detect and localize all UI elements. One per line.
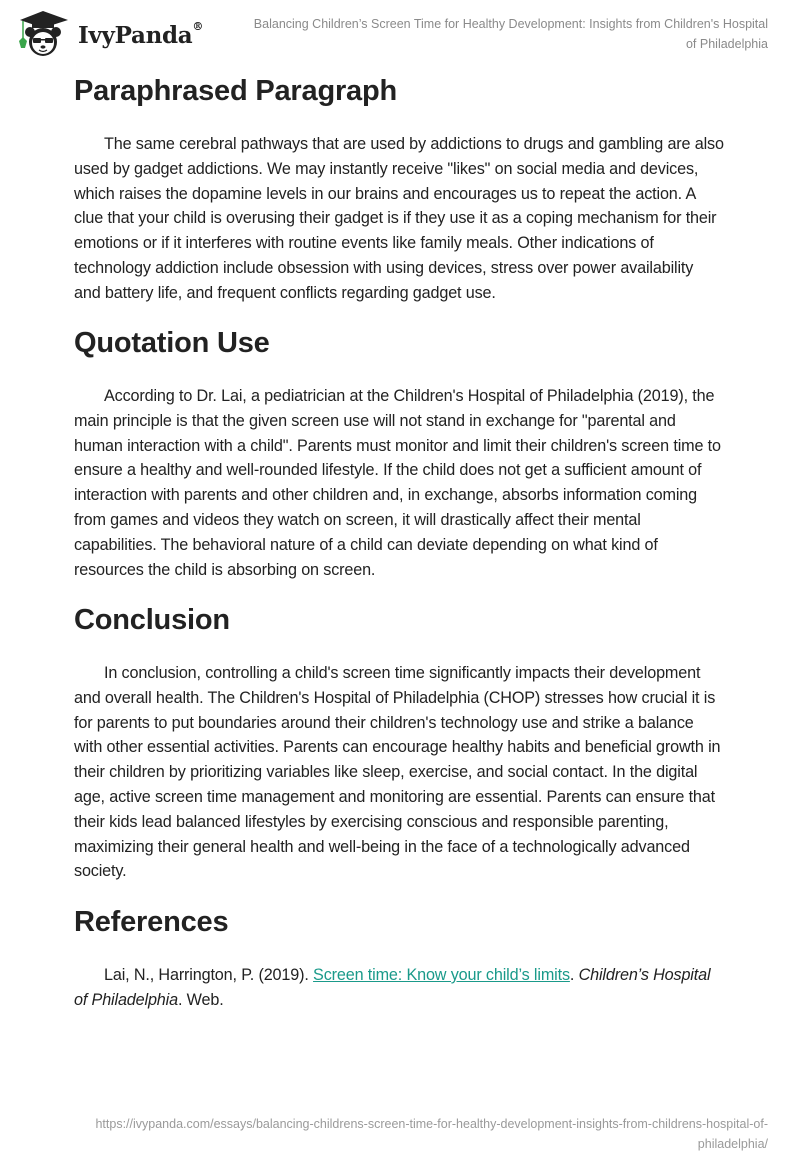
reference-source: Children’s Hospital of Philadelphia — [74, 966, 711, 1009]
reference-authors: Lai, N., Harrington, P. (2019). — [104, 966, 314, 984]
logo-wordmark: IvyPanda® — [78, 19, 204, 49]
section-paragraph-quotation: According to Dr. Lai, a pediatrician at the Children's Hospital of Philadelphia (2019), the main principle is that the given screen use will not stand in exchange for "parental and human interaction with a child". Parents must monitor and limit their children's screen time to ensure a healthy and well-rounded lifestyle. If the child does not get a sufficient amount of interaction with parents and other children and, in exchange, absorbs information coming from games and videos they watch on screen, it will drastically affect their mental capabilities. The behavioral nature of a child can deviate depending on what kind of resources the child is absorbing on screen. — [74, 387, 721, 579]
section-heading-conclusion: Conclusion — [74, 604, 230, 636]
footer-source-url: https://ivypanda.com/essays/balancing-childrens-screen-time-for-healthy-development-insights-from-childrens-hospital-of-philadelphia/ — [95, 1117, 768, 1151]
ivypanda-logo[interactable] — [12, 8, 203, 58]
section-heading-paraphrased: Paraphrased Paragraph — [74, 75, 397, 107]
page-header — [0, 0, 800, 70]
section-paragraph-conclusion: In conclusion, controlling a child's screen time significantly impacts their development and overall health. The Children's Hospital of Philadelphia (CHOP) stresses how crucial it is for parents to put boundaries around their children's technology use and strike a balance with other essential activities. Parents can encourage healthy habits and beneficial growth in their children by prioritizing variables like sleep, exercise, and social contact. In the digital age, active screen time management and monitoring are essential. Parents can ensure that their kids lead balanced lifestyles by exercising conscious and responsible parenting, maximizing their general health and well-being in the face of a technologically advanced society. — [74, 664, 721, 881]
reference-tail: . Web. — [177, 990, 224, 1009]
section-heading-quotation: Quotation Use — [74, 327, 270, 359]
reference-link[interactable]: Screen time: Know your child’s limits — [313, 966, 570, 984]
panda-graduate-icon — [12, 8, 74, 58]
document-title: Balancing Children’s Screen Time for Healthy Development: Insights from Children's Hospital of Philadelphia — [253, 17, 768, 51]
reference-entry — [74, 963, 724, 1013]
section-heading-references: References — [74, 906, 229, 938]
reference-punct: . — [569, 966, 579, 984]
section-paragraph-paraphrased: The same cerebral pathways that are used by addictions to drugs and gambling are also used by gadget addictions. We may instantly receive "likes" on social media and devices, which raises the dopamine levels in our brains and encourages us to repeat the action. A clue that your child is overusing their gadget is if they use it as a coping mechanism for their emotions or if it interferes with routine events like family meals. Other indications of technology addiction include obsession with using devices, stress over power availability and battery life, and frequent conflicts regarding gadget use. — [74, 135, 724, 302]
